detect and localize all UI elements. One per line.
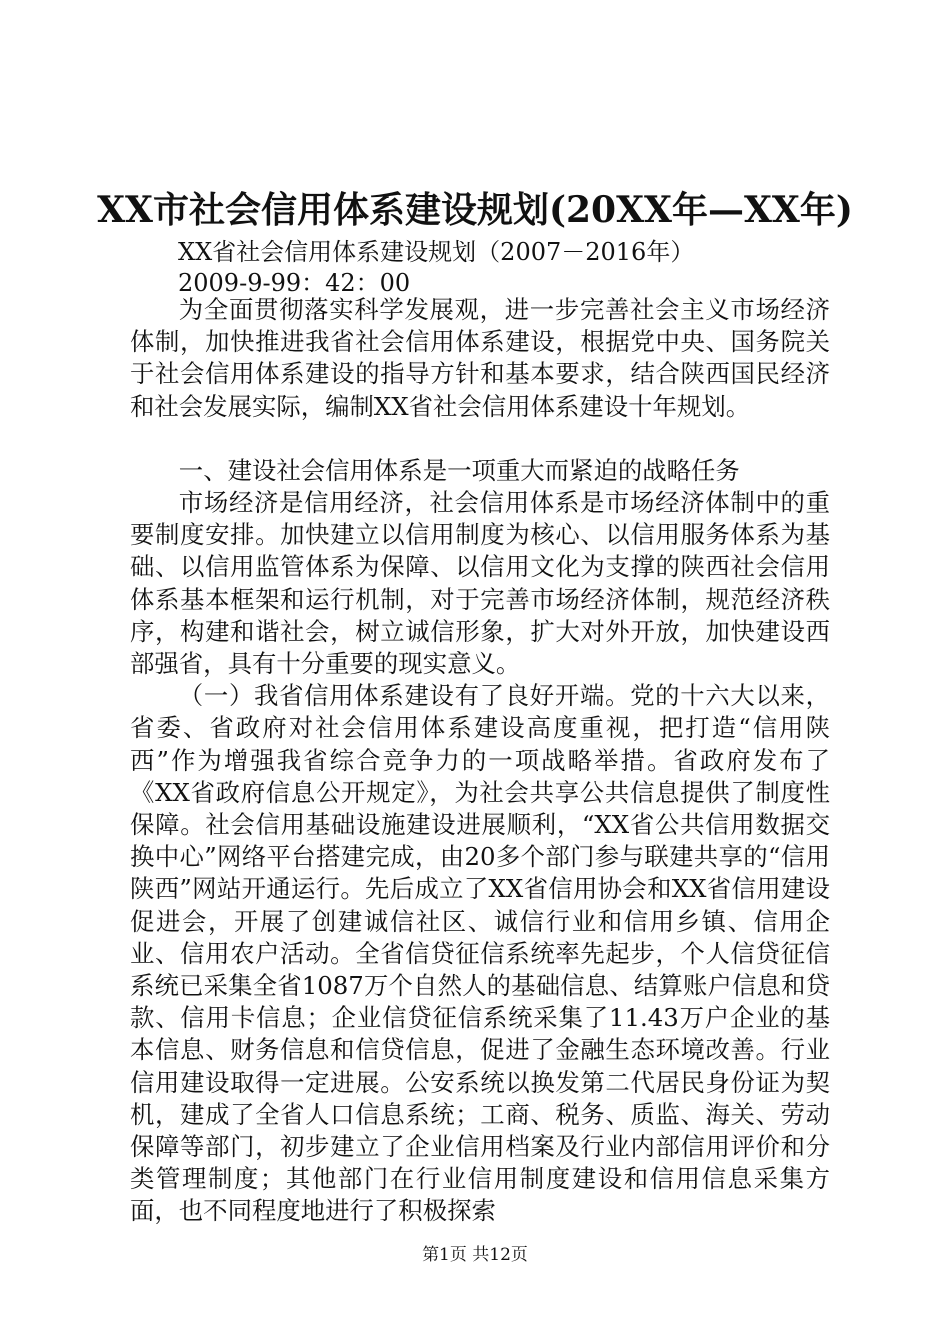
section-heading: 一、建设社会信用体系是一项重大而紧迫的战略任务 (178, 455, 740, 485)
paragraph-good-start: （一）我省信用体系建设有了良好开端。党的十六大以来，省委、省政府对社会信用体系建设高度重视，把打造“信用陕西”作为增强我省综合竞争力的一项战略举措。省政府发布了《XX省政府信息公开规定》，为社会共享公共信息提供了制度性保障。社会信用基础设施建设进展顺利，“XX省公共信用数据交换中心”网络平台搭建完成，由20多个部门参与联建共享的“信用陕西”网站开通运行。先后成立了XX省信用协会和XX省信用建设促进会，开展了创建诚信社区、诚信行业和信用乡镇、信用企业、信用农户活动。全省信贷征信系统率先起步，个人信贷征信系统已采集全省1087万个自然人的基础信息、结算账户信息和贷款、信用卡信息；企业信贷征信系统采集了11.43万户企业的基本信息、财务信息和信贷信息，促进了金融生态环境改善。行业信用建设取得一定进展。公安系统以换发第二代居民身份证为契机，建成了全省人口信息系统；工商、税务、质监、海关、劳动保障等部门，初步建立了企业信用档案及行业内部信用评价和分类管理制度；其他部门在行业信用制度建设和信用信息采集方面，也不同程度地进行了积极探索 (130, 681, 830, 1226)
document-title: XX市社会信用体系建设规划(20XX年—XX年) (97, 189, 853, 231)
document-subtitle: XX省社会信用体系建设规划（2007－2016年） (178, 238, 695, 266)
document-datetime: 2009-9-99：42：00 (178, 269, 411, 297)
page-footer: 第1页 共12页 (422, 1245, 528, 1265)
paragraph-market-economy: 市场经济是信用经济，社会信用体系是市场经济体制中的重要制度安排。加快建立以信用制度为核心、以信用服务体系为基础、以信用监管体系为保障、以信用文化为支撑的陕西社会信用体系基本框架和运行机制，对于完善市场经济体制，规范经济秩序，构建和谐社会，树立诚信形象，扩大对外开放，加快建设西部强省，具有十分重要的现实意义。 (130, 488, 830, 679)
paragraph-intro: 为全面贯彻落实科学发展观，进一步完善社会主义市场经济体制，加快推进我省社会信用体系建设，根据党中央、国务院关于社会信用体系建设的指导方针和基本要求，结合陕西国民经济和社会发展实际，编制XX省社会信用体系建设十年规划。 (130, 295, 830, 421)
document-body (130, 294, 830, 1228)
